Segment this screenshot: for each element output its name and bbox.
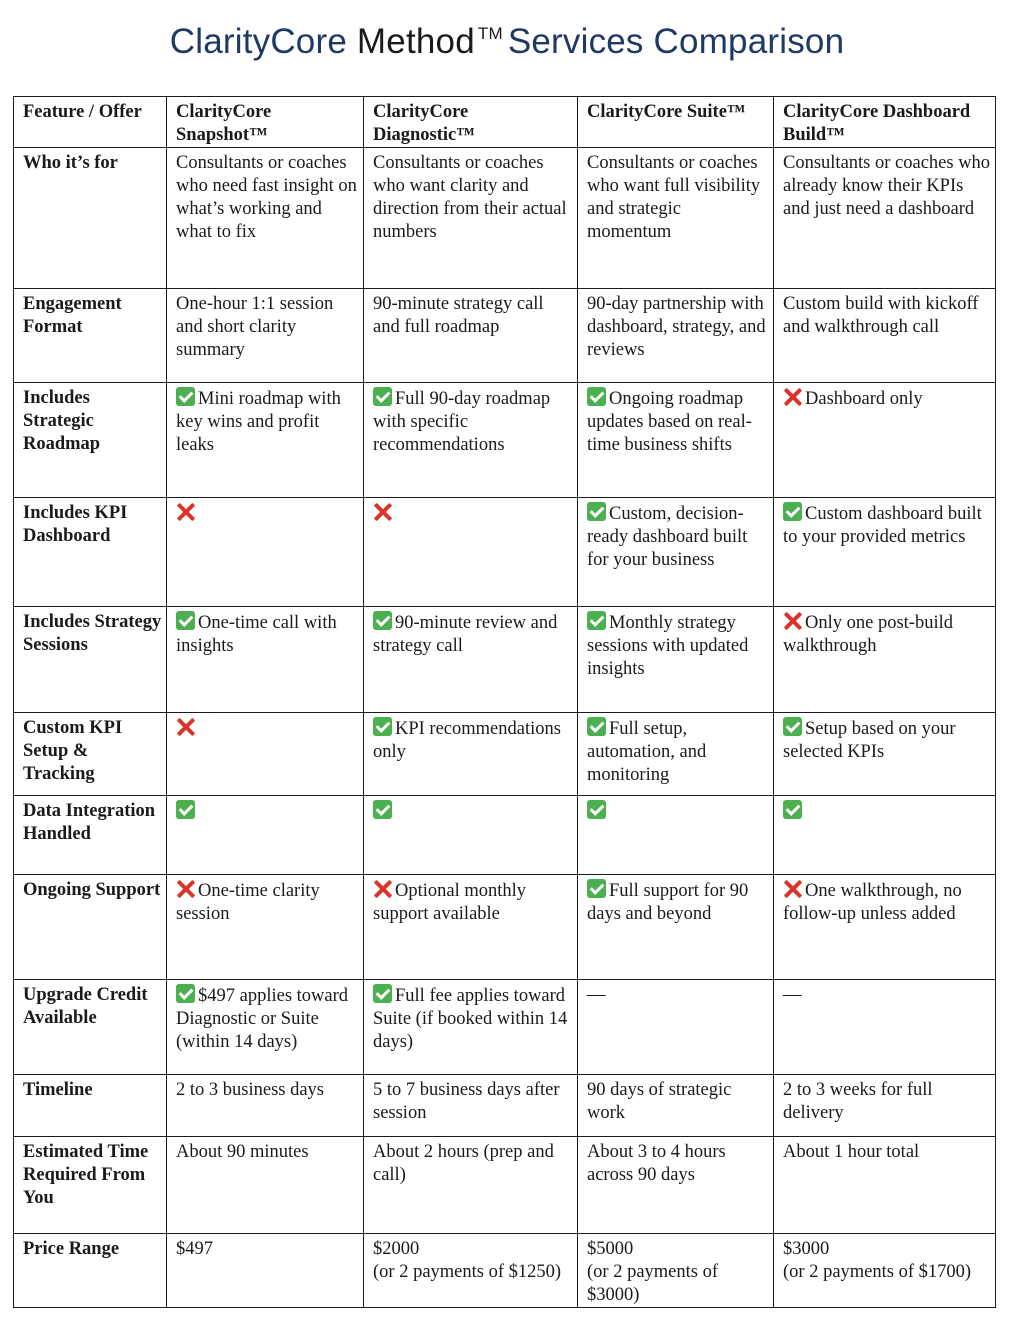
table-row — [14, 713, 996, 796]
cross-icon — [176, 879, 195, 898]
cell-text: 90-minute review and strategy call — [373, 613, 558, 656]
feature-label: Timeline — [14, 1075, 167, 1137]
feature-label: Includes KPI Dashboard — [14, 498, 167, 607]
column-header-feature: Feature / Offer — [14, 97, 167, 148]
column-header-suite: ClarityCore Suite™ — [578, 97, 774, 148]
cell-text: About 90 minutes — [176, 1142, 309, 1162]
cell-diagnostic — [364, 1137, 578, 1234]
cell-suite — [578, 498, 774, 607]
cell-text: Custom build with kickoff and walkthrough call — [783, 294, 979, 337]
check-icon — [373, 387, 392, 406]
cross-icon — [176, 717, 195, 736]
feature-label: Estimated Time Required From You — [14, 1137, 167, 1234]
title-method: Method — [356, 22, 475, 61]
column-header-diagnostic: ClarityCore Diagnostic™ — [364, 97, 578, 148]
feature-label: Includes Strategy Sessions — [14, 607, 167, 713]
cell-text: About 3 to 4 hours across 90 days — [587, 1142, 726, 1185]
cell-dashboard-build — [774, 383, 996, 498]
cell-diagnostic — [364, 289, 578, 383]
cell-text: Full support for 90 days and beyond — [587, 881, 749, 924]
cell-diagnostic — [364, 980, 578, 1075]
cross-icon — [373, 879, 392, 898]
cell-text: — — [587, 985, 606, 1005]
cross-icon — [783, 387, 802, 406]
cross-icon — [783, 879, 802, 898]
cell-dashboard-build — [774, 1137, 996, 1234]
cell-text: Optional monthly support available — [373, 881, 527, 924]
cell-dashboard-build — [774, 713, 996, 796]
cell-text: About 1 hour total — [783, 1142, 920, 1162]
cell-text: Ongoing roadmap updates based on real-time business shifts — [587, 389, 752, 455]
cell-text: (or 2 payments of $1250) — [373, 1262, 562, 1282]
check-icon — [176, 800, 195, 819]
cell-text: 5 to 7 business days after session — [373, 1080, 560, 1123]
check-icon — [176, 611, 195, 630]
cell-text: 90-day partnership with dashboard, strategy, and reviews — [587, 294, 766, 360]
feature-label: Engagement Format — [14, 289, 167, 383]
check-icon — [373, 984, 392, 1003]
cell-text: Full setup, automation, and monitoring — [587, 719, 707, 785]
cell-text: Consultants or coaches who want full visibility and strategic momentum — [587, 153, 761, 242]
cross-icon — [176, 502, 195, 521]
cell-text: 90-minute strategy call and full roadmap — [373, 294, 544, 337]
cell-text: (or 2 payments of $3000) — [587, 1262, 719, 1305]
cell-suite — [578, 1234, 774, 1308]
cell-dashboard-build — [774, 289, 996, 383]
check-icon — [373, 611, 392, 630]
cell-dashboard-build — [774, 796, 996, 875]
cell-snapshot — [167, 980, 364, 1075]
feature-label: Upgrade Credit Available — [14, 980, 167, 1075]
cell-diagnostic — [364, 713, 578, 796]
cell-snapshot — [167, 607, 364, 713]
table-row — [14, 148, 996, 289]
cell-text: One-time call with insights — [176, 613, 337, 656]
table-row — [14, 1234, 996, 1308]
cell-text: Monthly strategy sessions with updated insights — [587, 613, 749, 679]
cell-suite — [578, 796, 774, 875]
cell-snapshot — [167, 1075, 364, 1137]
cell-text: About 2 hours (prep and call) — [373, 1142, 554, 1185]
cell-suite — [578, 289, 774, 383]
check-icon — [587, 879, 606, 898]
cell-diagnostic — [364, 148, 578, 289]
cross-icon — [783, 611, 802, 630]
table-header-row — [14, 97, 996, 148]
check-icon — [587, 611, 606, 630]
cell-text: Full fee applies toward Suite (if booked within 14 days) — [373, 986, 568, 1052]
cell-dashboard-build — [774, 1075, 996, 1137]
check-icon — [373, 717, 392, 736]
cell-text: Consultants or coaches who want clarity and direction from their actual numbers — [373, 153, 567, 242]
check-icon — [176, 387, 195, 406]
cell-text: Dashboard only — [805, 389, 923, 409]
table-row — [14, 289, 996, 383]
cell-diagnostic — [364, 796, 578, 875]
cell-snapshot — [167, 498, 364, 607]
cross-icon — [373, 502, 392, 521]
cell-text: Custom, decision-ready dashboard built for your business — [587, 504, 748, 570]
feature-label: Custom KPI Setup & Tracking — [14, 713, 167, 796]
cell-text: One walkthrough, no follow-up unless added — [783, 881, 962, 924]
cell-text: 2 to 3 weeks for full delivery — [783, 1080, 933, 1123]
title-suffix: Services Comparison — [507, 22, 845, 61]
table-row — [14, 796, 996, 875]
cell-text: One-time clarity session — [176, 881, 320, 924]
cell-suite — [578, 713, 774, 796]
cell-snapshot — [167, 713, 364, 796]
cell-snapshot — [167, 875, 364, 980]
cell-text: — — [783, 985, 802, 1005]
cell-text: Only one post-build walkthrough — [783, 613, 953, 656]
cell-snapshot — [167, 796, 364, 875]
cell-dashboard-build — [774, 498, 996, 607]
cell-snapshot — [167, 383, 364, 498]
cell-snapshot — [167, 289, 364, 383]
cell-diagnostic — [364, 383, 578, 498]
check-icon — [587, 800, 606, 819]
cell-diagnostic — [364, 875, 578, 980]
table-row — [14, 980, 996, 1075]
cell-text: 90 days of strategic work — [587, 1080, 732, 1123]
cell-text: $3000 — [783, 1239, 830, 1259]
table-row — [14, 607, 996, 713]
cell-dashboard-build — [774, 875, 996, 980]
cell-text: $497 — [176, 1239, 213, 1259]
check-icon — [783, 717, 802, 736]
cell-text: Full 90-day roadmap with specific recommendations — [373, 389, 551, 455]
feature-label: Data Integration Handled — [14, 796, 167, 875]
feature-label: Includes Strategic Roadmap — [14, 383, 167, 498]
table-row — [14, 383, 996, 498]
cell-suite — [578, 980, 774, 1075]
column-header-snapshot: ClarityCore Snapshot™ — [167, 97, 364, 148]
column-header-dashboard-build: ClarityCore Dashboard Build™ — [774, 97, 996, 148]
cell-text: $497 applies toward Diagnostic or Suite (within 14 days) — [176, 986, 349, 1052]
check-icon — [176, 984, 195, 1003]
check-icon — [587, 502, 606, 521]
cell-dashboard-build — [774, 1234, 996, 1308]
cell-snapshot — [167, 1137, 364, 1234]
table-row — [14, 1137, 996, 1234]
cell-text: Custom dashboard built to your provided metrics — [783, 504, 982, 547]
page-title — [0, 22, 1014, 62]
cell-suite — [578, 1137, 774, 1234]
cell-suite — [578, 383, 774, 498]
cell-diagnostic — [364, 1234, 578, 1308]
feature-label: Who it’s for — [14, 148, 167, 289]
check-icon — [373, 800, 392, 819]
title-brand: ClarityCore — [169, 22, 347, 61]
cell-snapshot — [167, 1234, 364, 1308]
cell-dashboard-build — [774, 148, 996, 289]
cell-text: Mini roadmap with key wins and profit leaks — [176, 389, 341, 455]
cell-suite — [578, 148, 774, 289]
check-icon — [783, 502, 802, 521]
cell-dashboard-build — [774, 607, 996, 713]
table-row — [14, 875, 996, 980]
cell-text: Setup based on your selected KPIs — [783, 719, 956, 762]
cell-text: $5000 — [587, 1239, 634, 1259]
check-icon — [587, 387, 606, 406]
check-icon — [783, 800, 802, 819]
feature-label: Price Range — [14, 1234, 167, 1308]
check-icon — [587, 717, 606, 736]
table-row — [14, 1075, 996, 1137]
cell-suite — [578, 875, 774, 980]
cell-diagnostic — [364, 498, 578, 607]
cell-dashboard-build — [774, 980, 996, 1075]
cell-text: One-hour 1:1 session and short clarity summary — [176, 294, 334, 360]
cell-text: 2 to 3 business days — [176, 1080, 324, 1100]
table-row — [14, 498, 996, 607]
cell-text: $2000 — [373, 1239, 420, 1259]
cell-suite — [578, 607, 774, 713]
cell-diagnostic — [364, 607, 578, 713]
services-comparison-table — [13, 96, 996, 1308]
cell-text: (or 2 payments of $1700) — [783, 1262, 972, 1282]
cell-text: KPI recommendations only — [373, 719, 561, 762]
feature-label: Ongoing Support — [14, 875, 167, 980]
title-trademark: TM — [477, 24, 503, 43]
cell-diagnostic — [364, 1075, 578, 1137]
cell-snapshot — [167, 148, 364, 289]
cell-text: Consultants or coaches who need fast insight on what’s working and what to fix — [176, 153, 357, 242]
cell-suite — [578, 1075, 774, 1137]
cell-text: Consultants or coaches who already know their KPIs and just need a dashboard — [783, 153, 991, 219]
